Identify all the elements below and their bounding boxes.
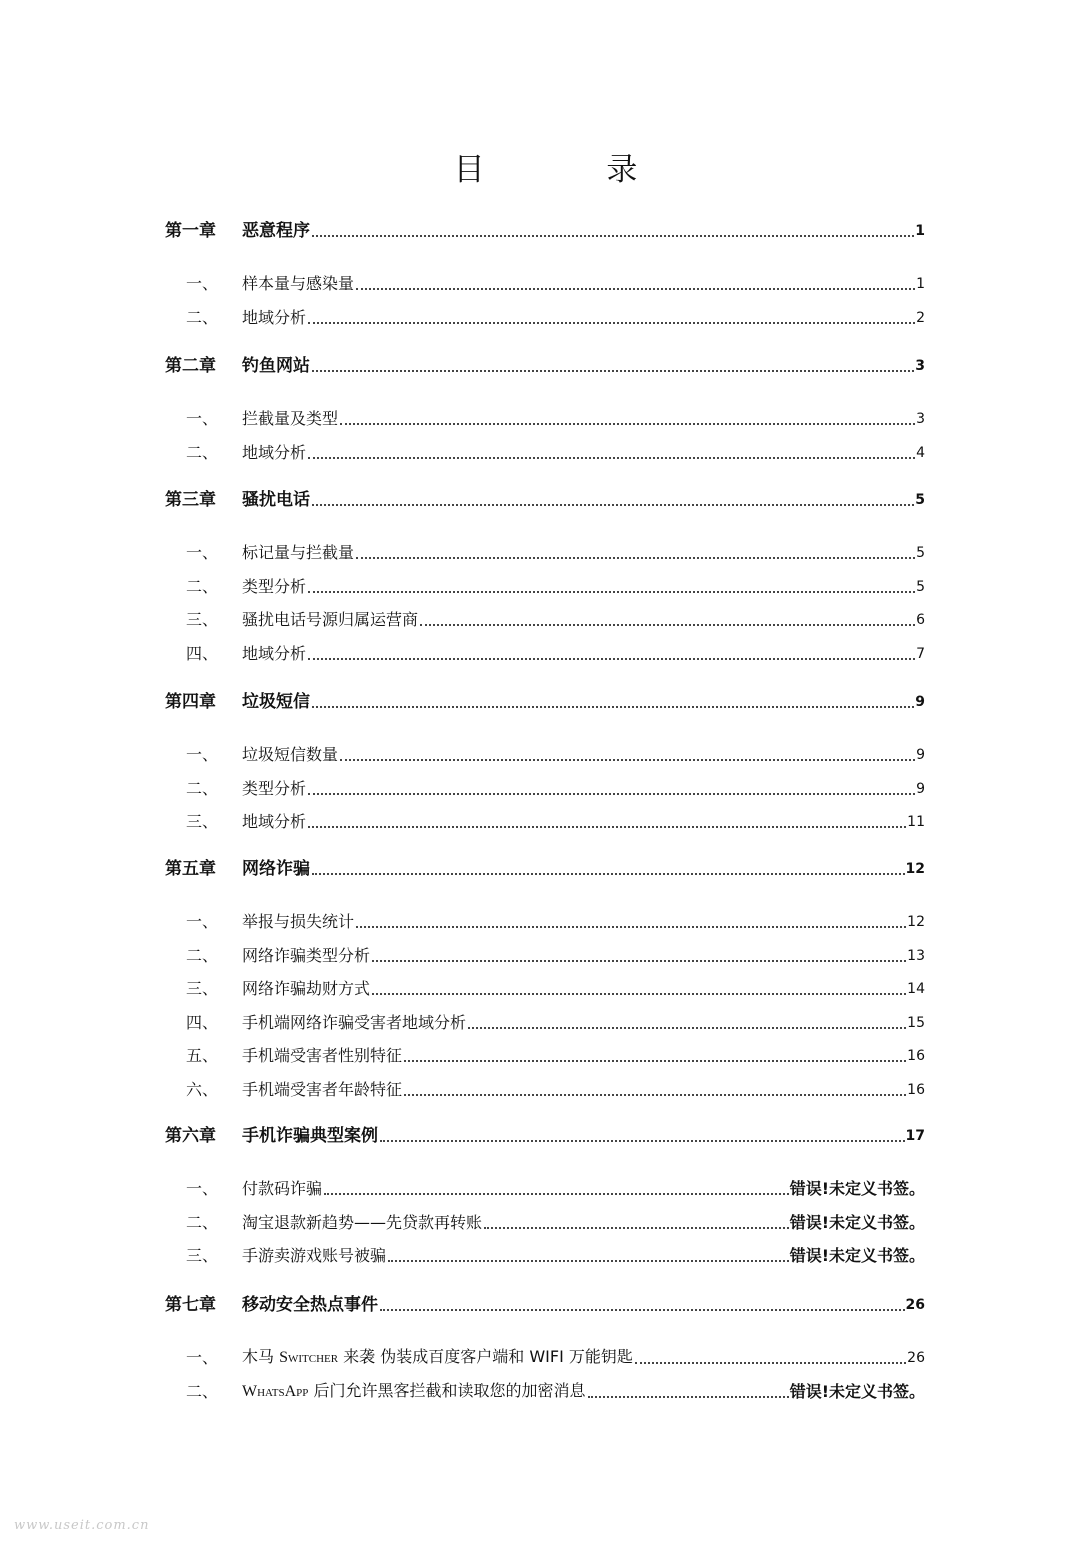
section-page-number: 13 (907, 947, 925, 964)
toc-section-entry[interactable] (165, 1207, 925, 1233)
toc-section-entry[interactable] (165, 739, 925, 765)
section-page-number: 26 (907, 1350, 925, 1366)
section-number: 四、 (186, 1012, 219, 1032)
leader-dots (308, 658, 915, 660)
toc-chapter-entry[interactable] (165, 350, 925, 376)
section-page-number: 2 (916, 309, 925, 326)
section-title: 付款码诈骗 (242, 1179, 323, 1198)
toc-section-entry[interactable] (165, 571, 925, 597)
leader-dots (635, 1362, 906, 1364)
section-title: 手游卖游戏账号被骗 (242, 1246, 387, 1265)
leader-dots (324, 1193, 789, 1195)
section-number: 三、 (186, 979, 219, 998)
leader-dots (484, 1227, 789, 1229)
leader-dots (312, 235, 914, 237)
section-number: 一、 (186, 409, 219, 428)
toc-section-entry[interactable] (165, 268, 925, 294)
chapter-number: 第三章 (165, 490, 216, 510)
toc-section-entry[interactable] (165, 1074, 925, 1100)
section-title-part: WhatsApp (242, 1382, 309, 1400)
chapter-number: 第一章 (165, 221, 216, 241)
section-page-number: 11 (907, 814, 925, 830)
section-page-number: 16 (907, 1081, 925, 1098)
chapter-page-number: 3 (915, 358, 925, 374)
section-title: 网络诈骗类型分析 (242, 945, 371, 965)
section-title: 类型分析 (242, 576, 307, 596)
leader-dots (388, 1260, 789, 1262)
section-page-number: 4 (916, 444, 925, 461)
section-title-part: 木马 (242, 1347, 280, 1366)
section-number: 三、 (186, 812, 219, 831)
section-title: 手机端受害者性别特征 (242, 1046, 403, 1065)
section-number: 二、 (186, 778, 219, 798)
toc-section-entry[interactable] (165, 1376, 925, 1402)
leader-dots (308, 826, 906, 828)
section-number: 一、 (186, 1348, 219, 1367)
chapter-page-number: 1 (915, 223, 925, 239)
section-page-number: 9 (916, 780, 925, 797)
section-number: 一、 (186, 912, 219, 931)
section-number: 一、 (186, 543, 219, 562)
toc-section-entry[interactable] (165, 906, 925, 932)
leader-dots (340, 423, 915, 425)
chapter-title: 网络诈骗 (242, 859, 310, 879)
chapter-number: 第七章 (165, 1295, 216, 1315)
section-title: 地域分析 (242, 442, 307, 462)
chapter-page-number: 17 (905, 1128, 925, 1144)
section-number: 一、 (186, 274, 219, 293)
section-number: 二、 (186, 1381, 219, 1401)
toc-section-entry[interactable] (165, 973, 925, 999)
toc-section-entry[interactable] (165, 1007, 925, 1033)
toc-title: 目 录 (453, 152, 694, 188)
section-number: 六、 (186, 1079, 219, 1099)
chapter-number: 第四章 (165, 692, 216, 712)
section-title: 地域分析 (242, 812, 307, 831)
section-page-number: 5 (916, 578, 925, 595)
toc-section-entry[interactable] (165, 1173, 925, 1199)
leader-dots (372, 993, 906, 995)
section-number: 二、 (186, 576, 219, 596)
leader-dots (356, 557, 915, 559)
watermark: www.useit.com.cn (14, 1518, 150, 1533)
chapter-page-number: 12 (905, 861, 925, 877)
leader-dots (356, 288, 915, 290)
section-title: 地域分析 (242, 307, 307, 327)
section-title: 淘宝退款新趋势——先贷款再转账 (242, 1212, 483, 1232)
leader-dots (404, 1060, 906, 1062)
toc-chapter-entry[interactable] (165, 1120, 925, 1146)
toc-section-entry[interactable] (165, 1240, 925, 1266)
section-title: 手机端网络诈骗受害者地域分析 (242, 1012, 467, 1032)
section-page-number: 3 (916, 411, 925, 427)
section-number: 一、 (186, 1179, 219, 1198)
section-page-number: 9 (916, 747, 925, 763)
toc-chapter-entry[interactable] (165, 686, 925, 712)
bookmark-error-text: 错误!未定义书签。 (789, 1381, 925, 1401)
leader-dots (404, 1094, 906, 1096)
chapter-page-number: 9 (915, 694, 925, 710)
leader-dots (312, 370, 914, 372)
toc-section-entry[interactable] (165, 537, 925, 563)
section-page-number: 7 (916, 645, 925, 662)
toc-section-entry[interactable] (165, 806, 925, 832)
leader-dots (420, 624, 915, 626)
leader-dots (380, 1140, 905, 1142)
section-title: 骚扰电话号源归属运营商 (242, 610, 419, 629)
leader-dots (308, 322, 915, 324)
toc-chapter-entry[interactable] (165, 484, 925, 510)
section-title: 网络诈骗劫财方式 (242, 979, 371, 998)
toc-chapter-entry[interactable] (165, 1289, 925, 1315)
toc-section-entry[interactable] (165, 638, 925, 664)
section-page-number: 16 (907, 1048, 925, 1064)
section-number: 一、 (186, 745, 219, 764)
chapter-title: 移动安全热点事件 (242, 1295, 378, 1315)
toc-section-entry[interactable] (165, 1040, 925, 1066)
section-title (242, 1347, 633, 1368)
toc-section-entry[interactable] (165, 403, 925, 429)
chapter-title: 恶意程序 (242, 221, 310, 241)
section-title: 类型分析 (242, 778, 307, 798)
leader-dots (588, 1396, 789, 1398)
section-page-number: 12 (907, 914, 925, 930)
section-title: 标记量与拦截量 (242, 543, 355, 562)
section-title: 举报与损失统计 (242, 912, 355, 931)
chapter-number: 第二章 (165, 356, 216, 376)
section-title-part: 后门允许黑客拦截和读取您的加密消息 (308, 1380, 586, 1400)
section-number: 四、 (186, 643, 219, 663)
toc-chapter-entry[interactable] (165, 853, 925, 879)
leader-dots (312, 873, 905, 875)
bookmark-error-text: 错误!未定义书签。 (789, 1212, 925, 1232)
leader-dots (312, 706, 914, 708)
chapter-page-number: 5 (915, 492, 925, 508)
toc-section-entry[interactable] (165, 773, 925, 799)
leader-dots (312, 504, 914, 506)
section-number: 三、 (186, 1246, 219, 1265)
chapter-title: 垃圾短信 (242, 692, 310, 712)
section-title: 地域分析 (242, 643, 307, 663)
section-title (242, 1381, 586, 1402)
chapter-number: 第五章 (165, 859, 216, 879)
leader-dots (308, 591, 915, 593)
section-title-part: 来袭 伪装成百度客户端和 WIFI 万能钥匙 (338, 1347, 633, 1366)
leader-dots (356, 926, 906, 928)
section-number: 二、 (186, 442, 219, 462)
leader-dots (308, 457, 915, 459)
section-title: 样本量与感染量 (242, 274, 355, 293)
section-page-number: 6 (916, 612, 925, 628)
section-title-part: Switcher (279, 1349, 339, 1366)
toc-chapter-entry[interactable] (165, 215, 925, 241)
chapter-title: 钓鱼网站 (242, 356, 310, 376)
section-number: 五、 (186, 1046, 219, 1065)
toc-section-entry[interactable] (165, 302, 925, 328)
toc-section-entry[interactable] (165, 1342, 925, 1368)
section-title: 垃圾短信数量 (242, 745, 339, 764)
section-number: 三、 (186, 610, 219, 629)
leader-dots (380, 1309, 905, 1311)
leader-dots (372, 960, 906, 962)
chapter-title: 骚扰电话 (242, 490, 310, 510)
section-number: 二、 (186, 945, 219, 965)
chapter-page-number: 26 (905, 1297, 925, 1313)
bookmark-error-text: 错误!未定义书签。 (789, 1246, 925, 1265)
section-page-number: 1 (916, 276, 925, 292)
toc-section-entry[interactable] (165, 604, 925, 630)
toc-section-entry[interactable] (165, 940, 925, 966)
leader-dots (340, 759, 915, 761)
chapter-number: 第六章 (165, 1126, 216, 1146)
section-title: 拦截量及类型 (242, 409, 339, 428)
chapter-title: 手机诈骗典型案例 (242, 1126, 378, 1146)
toc-section-entry[interactable] (165, 437, 925, 463)
section-page-number: 5 (916, 545, 925, 561)
section-page-number: 14 (907, 981, 925, 997)
section-title: 手机端受害者年龄特征 (242, 1079, 403, 1099)
bookmark-error-text: 错误!未定义书签。 (789, 1179, 925, 1198)
section-number: 二、 (186, 1212, 219, 1232)
section-page-number: 15 (907, 1014, 925, 1031)
section-number: 二、 (186, 307, 219, 327)
leader-dots (468, 1027, 906, 1029)
leader-dots (308, 793, 915, 795)
